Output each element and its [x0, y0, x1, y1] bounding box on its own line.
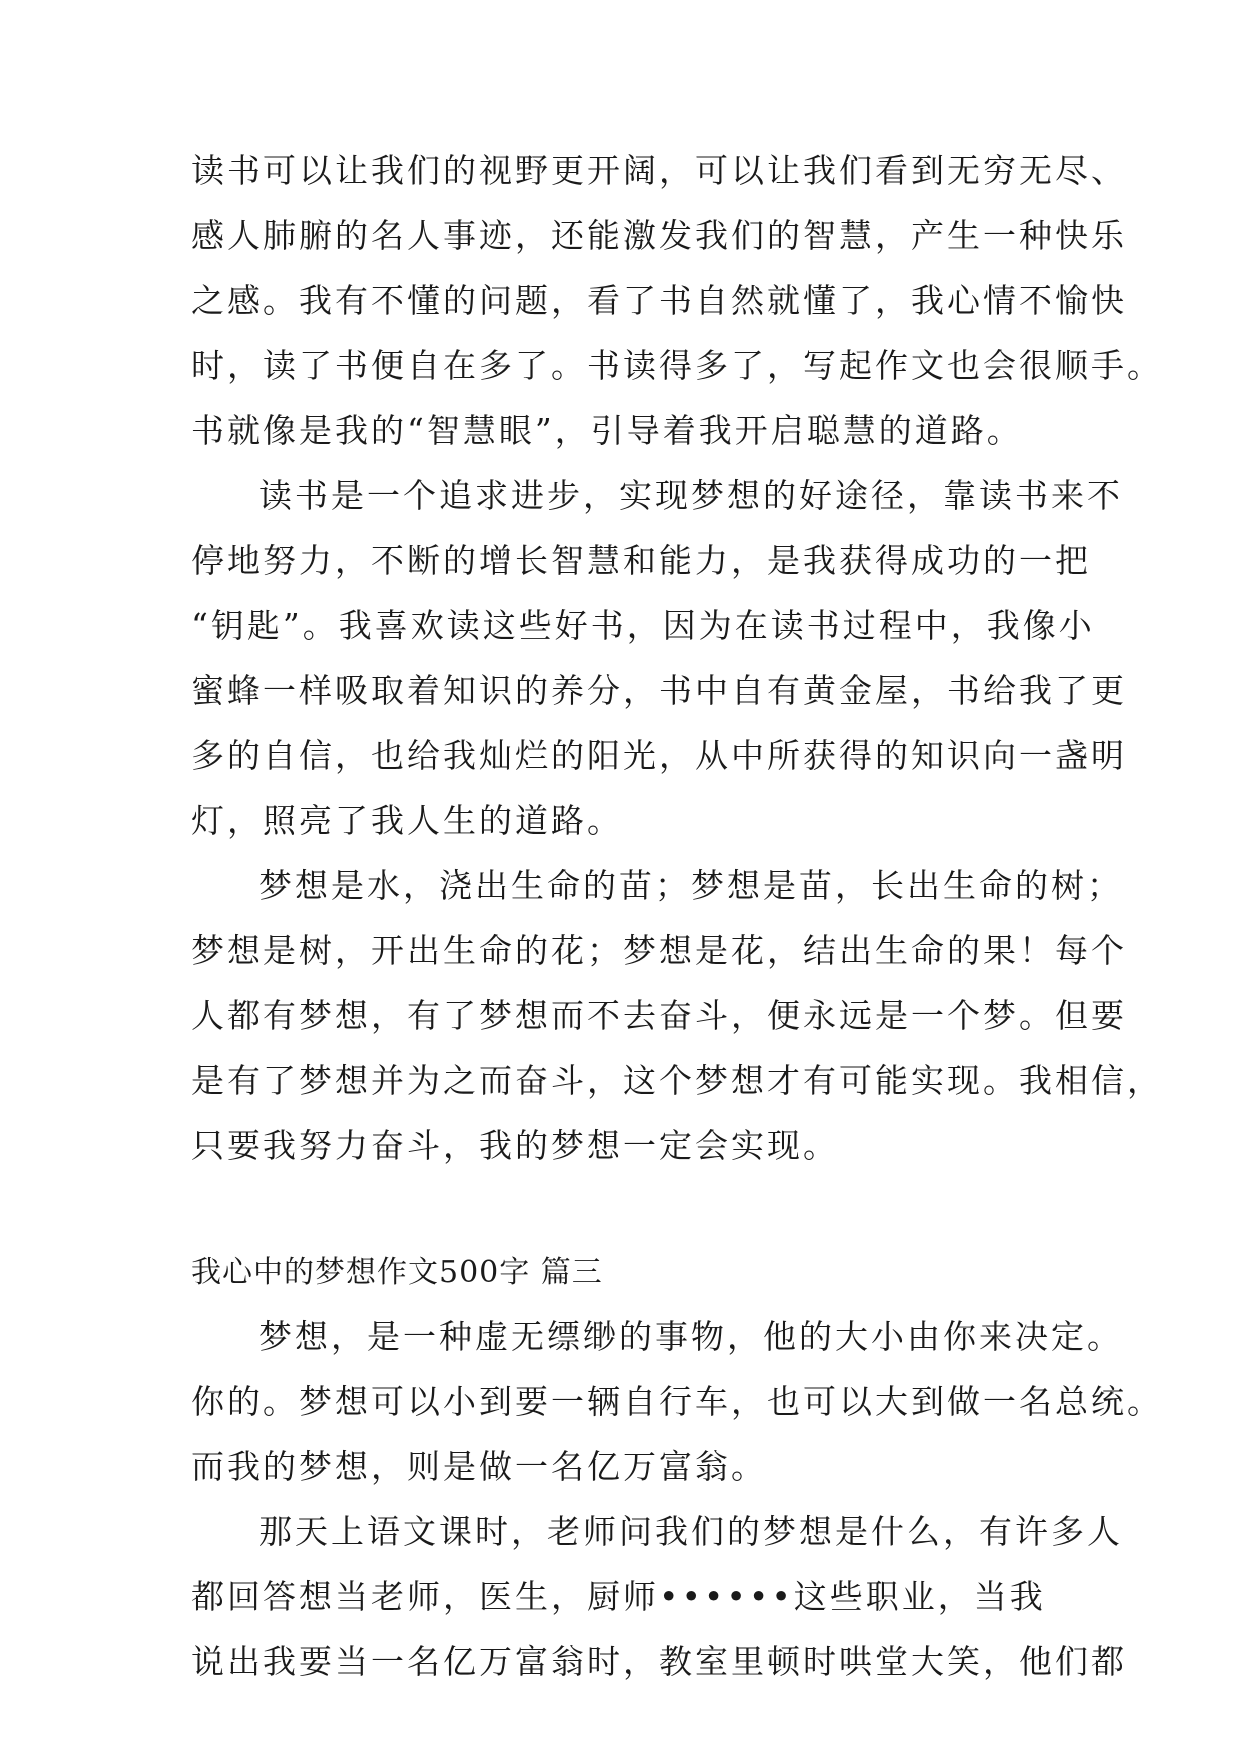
text-line: 读书可以让我们的视野更开阔，可以让我们看到无穷无尽、 [191, 151, 1127, 190]
section-spacer [191, 1178, 1091, 1242]
text-line: 梦想是水，浇出生命的苗；梦想是苗，长出生命的树； [259, 866, 1123, 905]
paragraph [191, 1304, 1163, 1499]
text-line: 灯，照亮了我人生的道路。 [191, 801, 623, 840]
text-line: 停地努力，不断的增长智慧和能力，是我获得成功的一把 [191, 541, 1091, 580]
text-line: 感人肺腑的名人事迹，还能激发我们的智慧，产生一种快乐 [191, 216, 1127, 255]
paragraph [191, 138, 1163, 463]
text-line: 多的自信，也给我灿烂的阳光，从中所获得的知识向一盏明 [191, 736, 1127, 775]
text-line: 蜜蜂一样吸取着知识的养分，书中自有黄金屋，书给我了更 [191, 671, 1127, 710]
text-line: 梦想是树，开出生命的花；梦想是花，结出生命的果！每个 [191, 931, 1127, 970]
text-line: 时，读了书便自在多了。书读得多了，写起作文也会很顺手。 [191, 346, 1163, 385]
text-line: 说出我要当一名亿万富翁时，教室里顿时哄堂大笑，他们都 [191, 1642, 1127, 1681]
text-line: 之感。我有不懂的问题，看了书自然就懂了，我心情不愉快 [191, 281, 1127, 320]
text-line: “钥匙”。我喜欢读这些好书，因为在读书过程中，我像小 [191, 606, 1095, 645]
text-line: 人都有梦想，有了梦想而不去奋斗，便永远是一个梦。但要 [191, 996, 1127, 1035]
text-line: 梦想，是一种虚无缥缈的事物，他的大小由你来决定。 [259, 1317, 1123, 1356]
text-line: 那天上语文课时，老师问我们的梦想是什么，有许多人 [259, 1512, 1123, 1551]
text-line: 只要我努力奋斗，我的梦想一定会实现。 [191, 1126, 839, 1165]
paragraph [191, 853, 1163, 1178]
paragraph [191, 463, 1127, 853]
text-line: 书就像是我的“智慧眼”，引导着我开启聪慧的道路。 [191, 411, 1023, 450]
text-line: 都回答想当老师，医生，厨师••••••这些职业，当我 [191, 1577, 1046, 1616]
text-line: 而我的梦想，则是做一名亿万富翁。 [191, 1447, 767, 1486]
text-line: 读书是一个追求进步，实现梦想的好途径，靠读书来不 [259, 476, 1123, 515]
section-title: 我心中的梦想作文500字 篇三 [191, 1255, 603, 1290]
text-line: 是有了梦想并为之而奋斗，这个梦想才有可能实现。我相信， [191, 1061, 1163, 1100]
paragraph [191, 1499, 1127, 1694]
document-page [191, 138, 1163, 1694]
text-line: 你的。梦想可以小到要一辆自行车，也可以大到做一名总统。 [191, 1382, 1163, 1421]
